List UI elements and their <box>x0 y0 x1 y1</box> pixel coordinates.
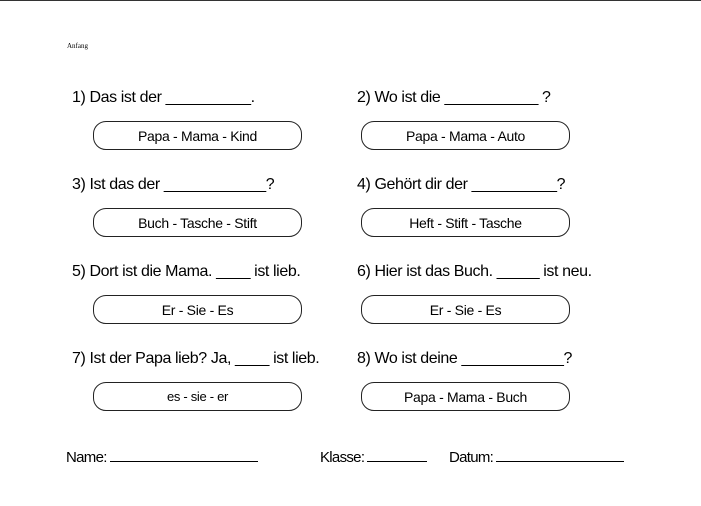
question-6: 6) Hier ist das Buch. _____ ist neu. <box>357 263 592 280</box>
question-2: 2) Wo ist die ___________ ? <box>357 89 551 106</box>
options-box-1: Papa - Mama - Kind <box>93 121 302 150</box>
name-field <box>66 447 258 466</box>
class-field <box>320 447 427 466</box>
options-box-2: Papa - Mama - Auto <box>361 121 570 150</box>
name-line[interactable] <box>110 447 258 462</box>
question-1: 1) Das ist der __________. <box>72 89 255 106</box>
level-label: Anfang <box>67 42 88 50</box>
options-box-8: Papa - Mama - Buch <box>361 382 570 411</box>
class-line[interactable] <box>367 447 427 462</box>
date-line[interactable] <box>496 447 624 462</box>
question-7: 7) Ist der Papa lieb? Ja, ____ ist lieb. <box>72 350 320 367</box>
question-4: 4) Gehört dir der __________? <box>357 176 566 193</box>
top-border-line <box>0 0 701 1</box>
options-box-4: Heft - Stift - Tasche <box>361 208 570 237</box>
date-label: Datum: <box>449 449 494 466</box>
options-box-7: es - sie - er <box>93 382 302 411</box>
name-label: Name: <box>66 449 107 466</box>
options-box-5: Er - Sie - Es <box>93 295 302 324</box>
question-3: 3) Ist das der ____________? <box>72 176 275 193</box>
class-label: Klasse: <box>320 449 365 466</box>
options-box-3: Buch - Tasche - Stift <box>93 208 302 237</box>
options-box-6: Er - Sie - Es <box>361 295 570 324</box>
question-8: 8) Wo ist deine ____________? <box>357 350 572 367</box>
date-field <box>449 447 624 466</box>
question-5: 5) Dort ist die Mama. ____ ist lieb. <box>72 263 301 280</box>
